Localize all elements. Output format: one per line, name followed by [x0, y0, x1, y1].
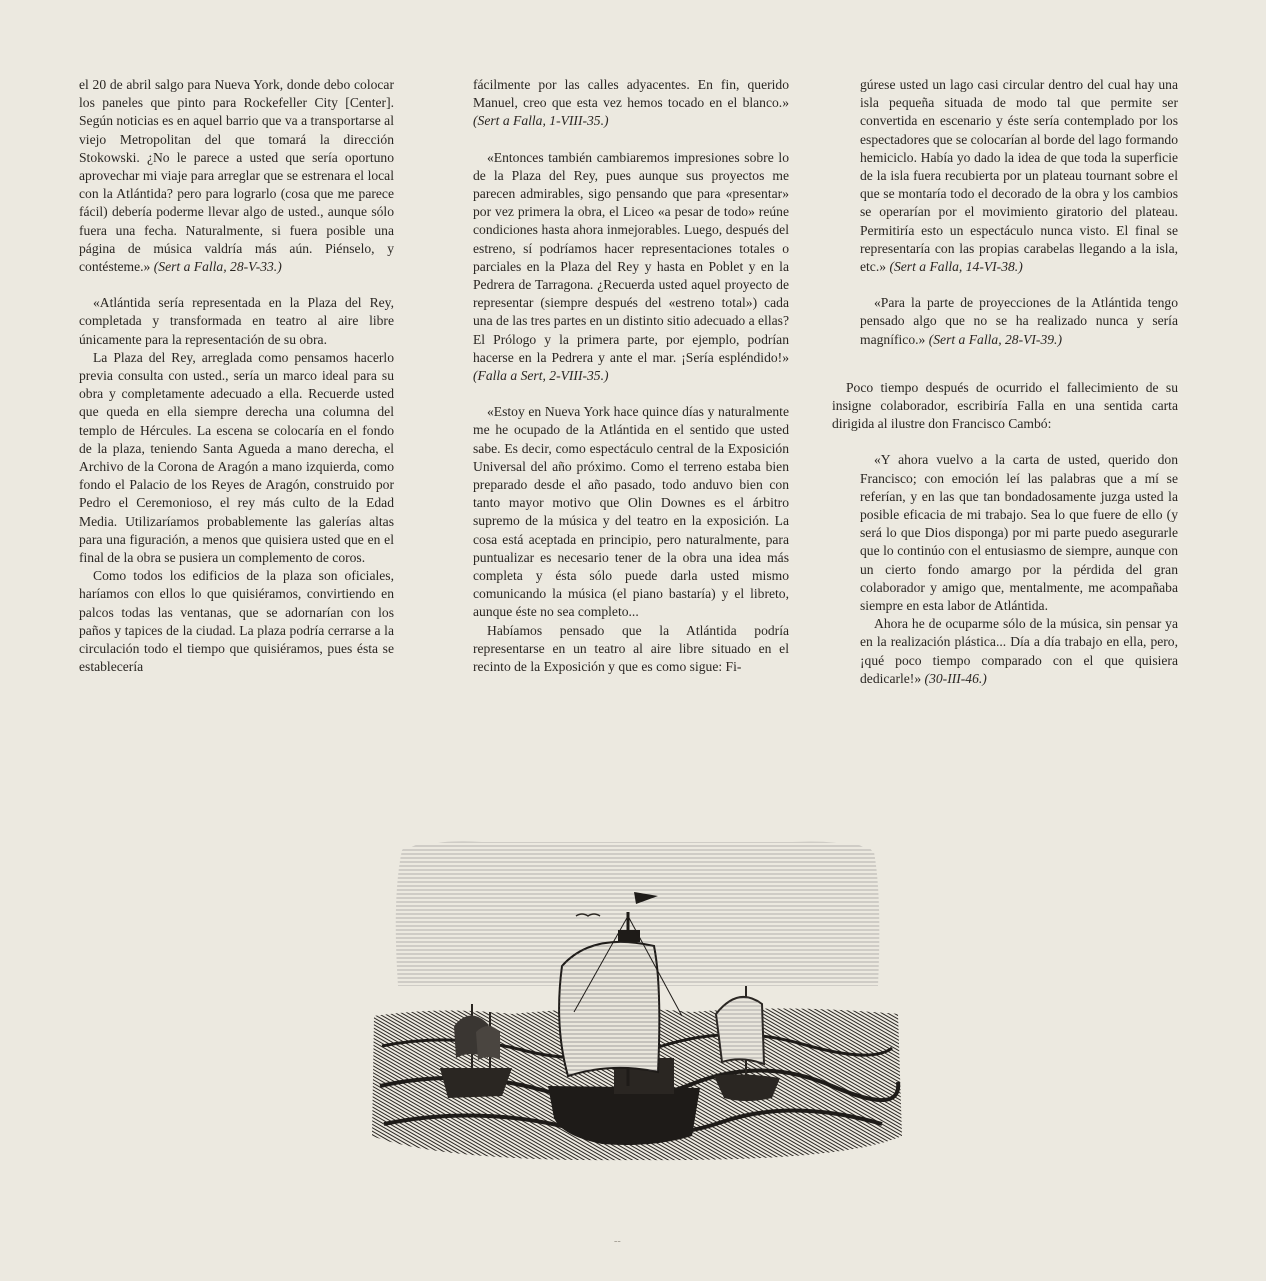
citation: (Sert a Falla, 14-VI-38.) — [889, 259, 1023, 275]
citation: (Sert a Falla, 28-V-33.) — [153, 259, 282, 275]
paragraph: fácilmente por las calles adyacentes. En fin, querido Manuel, creo que esta vez hemos tocado en el blanco.» (Sert a Falla, 1-VIII-35.) — [473, 77, 789, 129]
paragraph: Habíamos pensado que la Atlántida podría representarse en un teatro al aire libre situado en el recinto de la Exposición y que es como sigue: Fi- — [473, 622, 789, 675]
paragraph: La Plaza del Rey, arreglada como pensamos hacerlo previa consulta con usted., sería un marco ideal para su obra y completamente adecuado a ella. Recuerde usted que queda en ella siempre derecha una columna del templo de Hércules. La escena se colocaría en el fondo de la plaza, teniendo Santa Agueda a mano derecha, el Archivo de la Corona de Aragón a mano izquierda, como fondo el Palacio de los Reyes de Aragón, construido por Pedro el Ceremonioso, el rey más culto de la Edad Media. Utilizaríamos probablemente las galerías altas para una figuración, a menos que quisiera usted que en el final de la obra se pusiera un complemento de coros. — [79, 349, 394, 566]
column-middle — [473, 76, 789, 676]
column-left — [79, 76, 394, 677]
citation: (Sert a Falla, 1-VIII-35.) — [473, 113, 609, 129]
engraving-ships-illustration — [362, 836, 910, 1166]
citation: (30-III-46.) — [924, 670, 987, 686]
page-folio: -- — [614, 1236, 621, 1247]
citation: (Sert a Falla, 28-VI-39.) — [928, 331, 1062, 347]
paragraph: «Entonces también cambiaremos impresiones sobre lo de la Plaza del Rey, pues aunque sus proyectos me parecen admirables, sigo pensando que para «presentar» por vez primera la obra, el Liceo «a pesar de todo» reúne condiciones hasta ahora inmejorables. Luego, después del estreno, sí podríamos hacer representaciones totales o parciales en la Plaza del Rey y hasta en Poblet y en la Pedrera de Tarragona. ¿Recuerda usted aquel proyecto de representar (siempre después del «estreno total») cada una de las tres partes en un distinto sitio adecuado a ellas? El Prólogo y la primera parte, por ejemplo, podrían hacerse en la Pedrera y ante el mar. ¡Sería espléndido!» (Falla a Sert, 2-VIII-35.) — [473, 149, 789, 384]
paragraph: gúrese usted un lago casi circular dentro del cual hay una isla pequeña situada de modo tal que permite ser convertida en escenario y éste sería contemplado por los espectadores que se colocarían al borde del lago formando hemiciclo. Había yo dado la idea de que toda la superficie de la isla fuera recubierta por un plateau tournant sobre el que se montaría todo el decorado de la obra y los cambios se operarían por el movimiento giratorio del plateau. Permitiría esto un espectáculo nunca visto. El final se representaría con las propias carabelas llegando a la isla, etc.» (Sert a Falla, 14-VI-38.) — [860, 77, 1178, 275]
paragraph: Poco tiempo después de ocurrido el fallecimiento de su insigne colaborador, escribiría Falla en una sentida carta dirigida al ilustre don Francisco Cambó: — [832, 379, 1178, 432]
paragraph: «Para la parte de proyecciones de la Atlántida tengo pensado algo que no se ha realizado nunca y sería magnífico.» (Sert a Falla, 28-VI-39.) — [860, 295, 1178, 347]
paragraph: «Y ahora vuelvo a la carta de usted, querido don Francisco; con emoción leí las palabras que a mí se referían, y en las que tan bondadosamente juzga usted la posible eficacia de mi trabajo. Sea lo que fuere de ello (y será lo que Dios disponga) por mi parte puedo asegurarle que lo continúo con el entusiasmo de siempre, aunque con un cierto fondo amargo por la pérdida del gran colaborador y amigo que, mentalmente, me acompañaba siempre en esta labor de Atlántida. — [860, 452, 1178, 614]
paragraph: «Estoy en Nueva York hace quince días y naturalmente me he ocupado de la Atlántida en el sentido que usted sabe. Es decir, como espectáculo central de la Exposición Universal del año próximo. Como el terreno estaba bien preparado desde el año pasado, todo anduvo bien con tanto mayor motivo que Olin Downes es el árbitro supremo de la música y del teatro en la exposición. La cosa está aceptada en principio, pero naturalmente, para puntualizar es necesario tener de la obra una idea más completa y ésta sólo puede darla usted mismo comunicando la música (el piano bastaría) y el libreto, aunque éste no sea completo... — [473, 404, 789, 620]
paragraph: Como todos los edificios de la plaza son oficiales, haríamos con ellos lo que quisiéramos, convirtiendo en palcos todas las ventanas, que se adornarían con los paños y tapices de la ciudad. La plaza podría cerrarse a la circulación todo el tiempo que quisiéramos, pues ésta se establecería — [79, 568, 394, 675]
column-right — [832, 76, 1178, 688]
paragraph: Ahora he de ocuparme sólo de la música, sin pensar ya en la realización plástica... Día a día trabajo en ella, pero, ¡qué poco tiempo comparado con el que quisiera dedicarle!» (30-III-46.) — [860, 616, 1178, 686]
paragraph: «Atlántida sería representada en la Plaza del Rey, completada y transformada en teatro al aire libre únicamente para la representación de su obra. — [79, 295, 394, 347]
paragraph: el 20 de abril salgo para Nueva York, donde debo colocar los paneles que pinto para Rockefeller City [Center]. Según noticias es en aquel barrio que va a transportarse al viejo Metropolitan del que tomará la dirección Stokowski. ¿No le parece a usted que sería oportuno aprovechar mi viaje para arreglar que se estrenara el local con la Atlántida? pero para lograrlo (cosa que me parece fácil) debería poderme llevar algo de usted., aunque sólo fuera una fecha. Naturalmente, si fuera posible una página de música valdría más aún. Piénselo, y contésteme.» (Sert a Falla, 28-V-33.) — [79, 77, 394, 275]
caravels-engraving — [362, 836, 910, 1166]
citation: (Falla a Sert, 2-VIII-35.) — [473, 368, 609, 384]
